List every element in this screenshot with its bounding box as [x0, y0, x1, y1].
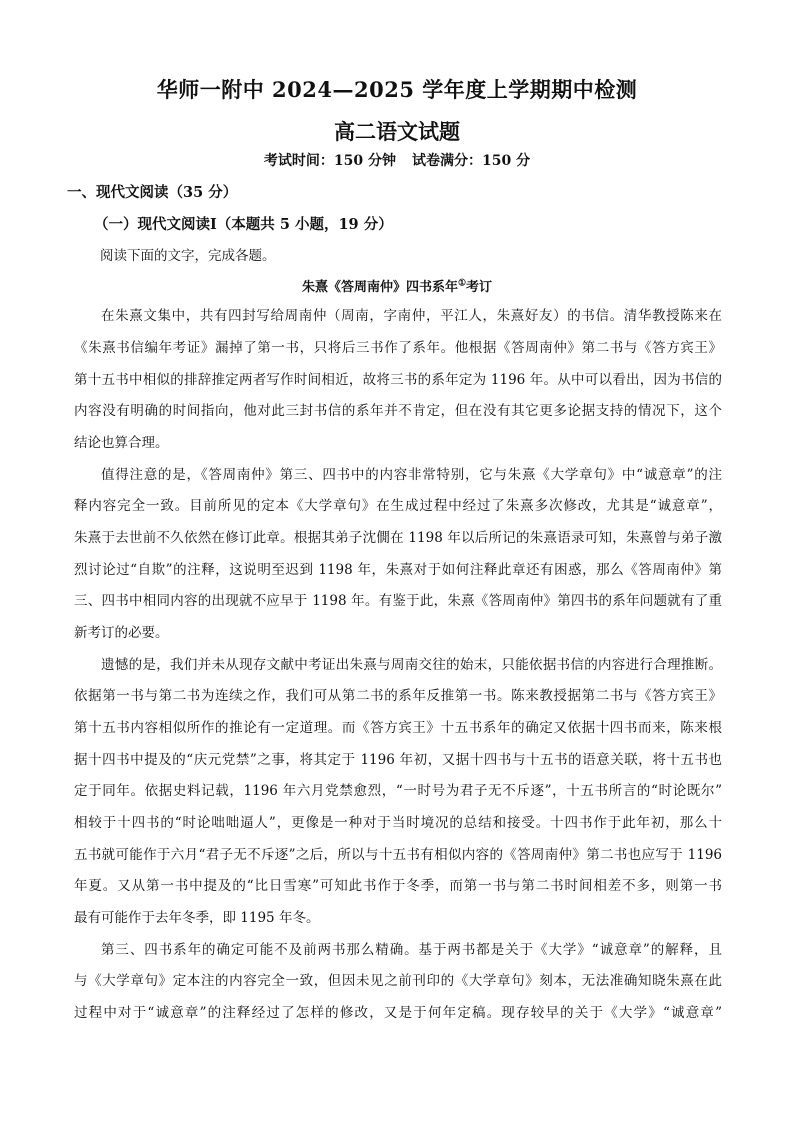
body-line: 与《大学章句》定本注的内容完全一致，但因未见之前刊印的《大学章句》刻本，无法准确知晓朱熹在此	[74, 973, 722, 989]
body-line: 定于同年。依据史料记载，1196 年六月党禁愈烈，“一时号为君子无不斥逐”，十五书所言的“时论既尔”	[74, 783, 722, 799]
subject-title: 高二语文试题	[334, 119, 460, 144]
full-score: 试卷满分：150 分	[412, 153, 531, 169]
body-line: 依据第一书与第二书为连续之作，我们可从第二书的系年反推第一书。陈来教授据第二书与《答方宾王》	[74, 688, 722, 704]
article-title-suffix: 考订	[466, 280, 493, 295]
body-line: 遗憾的是，我们并未从现存文献中考证出朱熹与周南交往的始末，只能依据书信的内容进行合理推断。	[101, 657, 722, 673]
body-line: 朱熹于去世前不久依然在修订此章。根据其弟子沈僩在 1198 年以后所记的朱熹语录可知，朱熹曾与弟子激	[74, 530, 722, 546]
body-line: 第三、四书系年的确定可能不及前两书那么精确。基于两书都是关于《大学》“诚意章”的解释，且	[101, 942, 722, 958]
body-line: 释内容完全一致。目前所见的定本《大学章句》在生成过程中经过了朱熹多次修改，尤其是“诚意章”，	[74, 498, 722, 514]
body-line: 在朱熹文集中，共有四封写给周南仲（周南，字南仲，平江人，朱熹好友）的书信。清华教授陈来在	[101, 308, 722, 324]
body-line: 《朱熹书信编年考证》漏掉了第一书，只将后三书作了系年。他根据《答周南仲》第二书与《答方宾王》	[74, 340, 722, 356]
body-line: 第十五书内容相似所作的推论有一定道理。而《答方宾王》十五书系年的确定又依据十四书而来，陈来根	[74, 720, 722, 736]
body-line: 内容没有明确的时间指向，他对此三封书信的系年并不肯定，但在没有其它更多论据支持的情况下，这个	[74, 403, 722, 419]
body-line: 三、四书中相同内容的出现就不应早于 1198 年。有鉴于此，朱熹《答周南仲》第四书的系年问题就有了重	[74, 593, 722, 609]
body-line: 据十四书中提及的“庆元党禁”之事，将其定于 1196 年初，又据十四书与十五书的语意关联，将十五书也	[74, 752, 722, 768]
body-line: 五书就可能作于六月“君子无不斥逐”之后，所以与十五书有相似内容的《答周南仲》第二书也应写于 1196	[74, 847, 722, 863]
body-line: 值得注意的是，《答周南仲》第三、四书中的内容非常特别，它与朱熹《大学章句》中“诚意章”的注	[101, 467, 722, 483]
section-heading: 一、现代文阅读（35 分）	[67, 184, 238, 201]
body-line: 过程中对于“诚意章”的注释经过了怎样的修改，又是于何年定稿。现存较早的关于《大学》“诚意章”	[74, 1005, 722, 1021]
body-line: 第十五书中相似的排辞推定两者写作时间相近，故将三书的系年定为 1196 年。从中可以看出，因为书信的	[74, 372, 722, 388]
body-line: 相较于十四书的“时论咄咄逼人”，更像是一种对于当时境况的总结和接受。十四书作于此年初，那么十	[74, 815, 722, 831]
exam-info	[0, 150, 794, 170]
body-line: 年夏。又从第一书中提及的“比日雪寒”可知此书作于冬季，而第一书与第二书时间相差不多，则第一书	[74, 878, 722, 894]
body-line: 新考订的必要。	[74, 625, 169, 641]
exam-time: 考试时间：150 分钟	[263, 153, 396, 169]
body-line: 结论也算合理。	[74, 435, 169, 451]
exam-title: 华师一附中 2024—2025 学年度上学期期中检测	[156, 77, 638, 102]
reading-instruction: 阅读下面的文字，完成各题。	[100, 248, 276, 264]
article-title-main: 朱熹《答周南仲》四书系年	[301, 280, 458, 295]
body-line: 最有可能作于去年冬季，即 1195 年冬。	[74, 910, 320, 926]
article-title	[0, 276, 794, 295]
footnote-marker: ①	[457, 278, 467, 289]
body-line: 烈讨论过“自欺”的注释，这说明至迟到 1198 年，朱熹对于如何注释此章还有困惑，那么《答周南仲》第	[74, 562, 722, 578]
subsection-heading: （一）现代文阅读Ⅰ（本题共 5 小题，19 分）	[94, 216, 393, 233]
